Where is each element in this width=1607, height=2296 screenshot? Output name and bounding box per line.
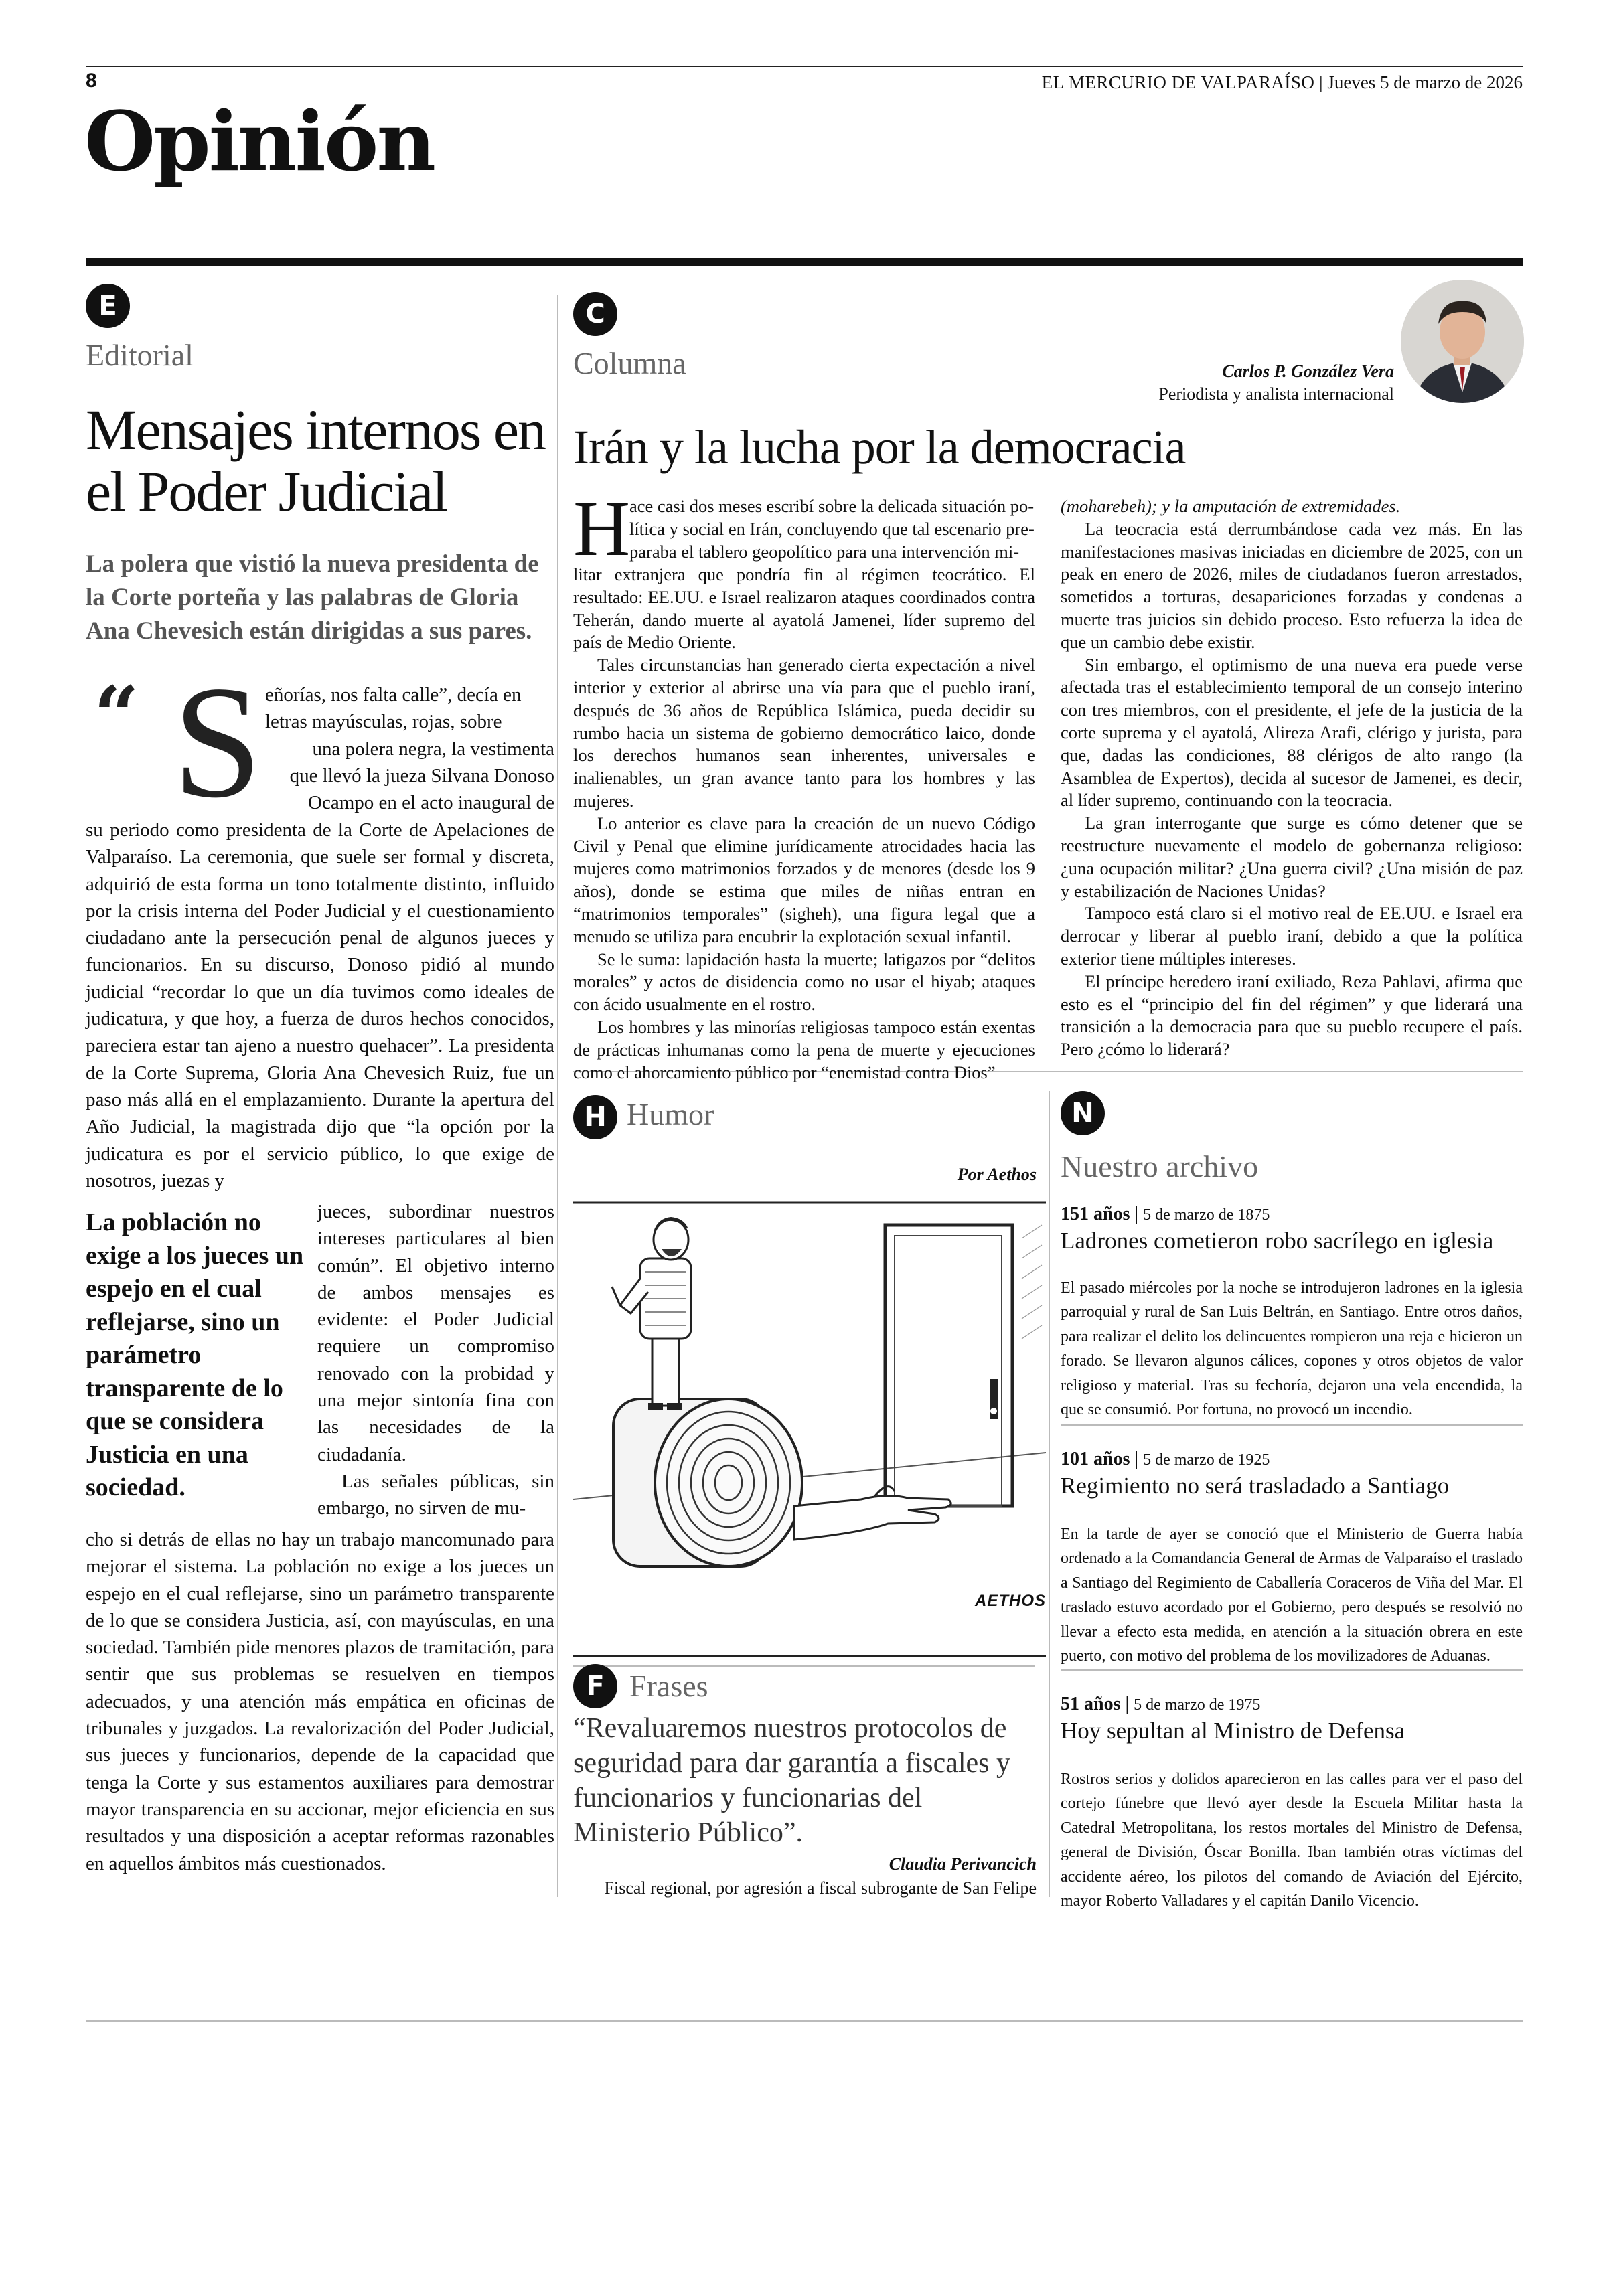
column-paragraph: Tampoco está claro si el motivo real de EE.UU. e Israel era derrocar y liberar al pueblo iraní, debido a que la política exterior tiene múltiples intereses. — [1061, 903, 1523, 969]
archive-item-years — [1061, 1204, 1270, 1225]
archive-item-years — [1061, 1449, 1270, 1470]
archive-item-text: El pasado miércoles por la noche se introdujeron ladrones en la iglesia parroquial y rural de San Luis Beltrán, en Santiago. Entre otros daños, para realizar el delito los delincuentes rompieron una reja e hicieron un forado. Se llevaron algunos cálices, copones y otros objetos de valor religioso y material. Tras su fechoría, dejaron una vela encendida, la que se consumió. Por fortuna, no provocó un incendio. — [1061, 1279, 1523, 1419]
editorial-dropcap: S — [173, 653, 262, 831]
masthead-separator: | — [1319, 72, 1328, 92]
column-lead-line: lítica y social en Irán, concluyendo que tal escenario pre- — [629, 518, 1035, 539]
archive-separator: | — [1134, 1204, 1144, 1224]
author-photo — [1401, 280, 1524, 403]
editorial-lead-line: eñorías, nos falta calle”, decía en — [265, 684, 522, 706]
editorial-side-text — [317, 1198, 554, 1522]
opening-quote-mark: “ — [94, 669, 139, 762]
editorial-body-2: cho si detrás de ellas no hay un trabajo mancomunado para mejorar el sistema. La población no exige a los jueces un espejo en el cual reflejarse, sino un parámetro transparente de lo que se considera Justicia, así, con mayúsculas, en una sociedad. También pide menores plazos de tramitación, para sentir que sus problemas se resuelven en tiempos adecuados, y una atención más empática en oficinas de tribunales y juzgados. La revalorización del Poder Judicial, sus jueces y funcionarios, depende de la capacidad que tenga la Corte y sus estamentos auxiliares para demostrar mayor transparencia en su accionar, mejor eficiencia en sus resultados y una disposición a aceptar reformas razonables en aquellos ámbitos más cuestionados. — [86, 1529, 554, 1874]
column-lead — [629, 495, 1035, 563]
column-text-1 — [573, 564, 1035, 1084]
column-kicker: Columna — [573, 346, 686, 380]
archive-separator: | — [1125, 1694, 1134, 1714]
column-paragraph: Se le suma: lapidación hasta la muerte; latigazos por “delitos morales” y actos de disidencia como no usar el hiyab; ataques con ácido usualmente en el rostro. — [573, 949, 1035, 1015]
editorial-body-1: su periodo como presidenta de la Corte de Apelaciones de Valparaíso. La ceremonia, que suele ser formal y discreta, adquirió de esta forma un tono totalmente distinto, influido por la crisis interna del Poder Judicial y el cuestionamiento ciudadano ante la persecución penal de algunos jueces y funcionarios. En su discurso, Donoso pidió al mundo judicial “recordar lo que un día tuvimos como ideales de judicatura, y que hoy, a fuerza de duros hechos conocidos, pareciera estar tan ajeno a nuestro quehacer”. La presidenta de la Corte Suprema, Gloria Ana Chevesich Ruiz, fue un paso más allá en el emplazamiento. Durante la apertura del Año Judicial, la magistrada dijo que “la opción por la judicatura es por el servicio público, lo que exige de nosotros, juezas y — [86, 819, 554, 1192]
archive-kicker: Nuestro archivo — [1061, 1149, 1259, 1183]
editorial-lead-line: Ocampo en el acto inaugural de — [308, 792, 554, 814]
column-paragraph: Los hombres y las minorías religiosas tampoco están exentas de prácticas inhumanas como la pena de muerte y ejecuciones como el ahorcamiento público por “enemistad contra Dios” — [573, 1016, 1035, 1082]
archive-item-years — [1061, 1694, 1260, 1715]
editorial-badge: E — [86, 284, 130, 328]
column-paragraph: Tales circunstancias han generado cierta expectación a nivel interior y exterior al abrirse una vía para que el pueblo iraní, después de 36 años de República Islámica, pueda decidir su rumbo hacia un sistema de gobierno democrático laico, donde los derechos humanos sean inherentes, universales e inalienables, un gran avance tanto para los hombres y las mujeres. — [573, 655, 1035, 811]
column-paragraph: La gran interrogante que surge es cómo detener que se reestructure nuevamente el modelo de gobernanza religioso: ¿una ocupación militar? ¿Una guerra civil? ¿Una misión de paz y estabilización de Naciones Unidas? — [1061, 813, 1523, 901]
column-paragraph: litar extranjera que pondría fin al régimen teocrático. El resultado: EE.UU. e Israel realizaron ataques coordinados contra Teherán, dando muerte al ayatolá Jamenei, líder supremo del país de Medio Oriente. — [573, 564, 1035, 653]
archive-years-label: 101 años — [1061, 1449, 1130, 1469]
divider-humor-frases — [573, 1665, 1035, 1667]
author-portrait-icon — [1401, 280, 1524, 403]
archive-item-title: Regimiento no será trasladado a Santiago — [1061, 1473, 1450, 1499]
humor-credit: Por Aethos — [957, 1165, 1037, 1184]
section-title: Opinión — [84, 93, 435, 189]
archive-item-title: Ladrones cometieron robo sacrílego en iglesia — [1061, 1228, 1494, 1254]
publication-date: Jueves 5 de marzo de 2026 — [1327, 72, 1523, 92]
column-dropcap: H — [573, 485, 631, 572]
archive-item-title: Hoy sepultan al Ministro de Defensa — [1061, 1718, 1405, 1744]
publication-name: EL MERCURIO DE VALPARAÍSO — [1041, 72, 1315, 92]
column-badge: C — [573, 292, 617, 336]
page-number: 8 — [86, 70, 97, 92]
archive-item-text: Rostros serios y dolidos aparecieron en las calles para ver el paso del cortejo fúnebre que llevó ayer desde la Escuela Militar hasta la Catedral Metropolitana, los restos mortales del Ministro de Defensa, general de División, Óscar Bonilla. Iban también otras víctimas del accidente aéreo, los pilotos del comando de Aviación del Ejército, mayor Roberto Valladares y el capitán Danilo Vicencio. — [1061, 1771, 1523, 1910]
divider-humor-archive — [1049, 1091, 1050, 1897]
archive-item-text: En la tarde de ayer se conoció que el Ministerio de Guerra había ordenado a la Comandancia General de Armas de Valparaíso el traslado a Santiago del Regimiento de Caballería Coraceros de Viña del Mar. El traslado estuvo acordado por el Gobierno, pero después se resolvió no llevar a efecto esta medida, en atención a la situación obrera en este puerto, con motivo del problema de los movilizadores de Aduanas. — [1061, 1526, 1523, 1665]
archive-date: 5 de marzo de 1925 — [1143, 1451, 1270, 1469]
editorial-deck: La polera que vistió la nueva presidenta de la Corte porteña y las palabras de Gloria Ana Chevesich están dirigidas a sus pares. — [86, 550, 539, 645]
humor-kicker: Humor — [627, 1097, 714, 1131]
editorial-kicker: Editorial — [86, 338, 194, 372]
cartoon-illustration-icon — [573, 1198, 1046, 1660]
divider-archive-2 — [1061, 1669, 1523, 1671]
archive-years-label: 51 años — [1061, 1694, 1121, 1714]
editorial-lead-line: que llevó la jueza Silvana Donoso — [289, 764, 554, 787]
column-paragraph: (moharebeh); y la amputación de extremidades. — [1061, 496, 1401, 516]
humor-badge: H — [573, 1095, 617, 1139]
editorial-lead-line: una polera negra, la vestimenta — [312, 738, 554, 760]
editorial-lead-line: letras mayúsculas, rojas, sobre — [265, 711, 502, 733]
editorial-lead — [265, 681, 554, 816]
cartoon-signature: AETHOS — [975, 1592, 1047, 1610]
column-paragraph: La teocracia está derrumbándose cada vez más. En las manifestaciones masivas iniciadas en diciembre de 2025, con un peak en enero de 2026, miles de ciudadanos fueron arrestados, sometidos a torturas, desapariciones forzadas y condenas a muerte tras juicios sin debido proceso. Esto refuerza la idea de que un cambio debe existir. — [1061, 518, 1523, 652]
column-text-2 — [1061, 495, 1523, 1061]
frases-kicker: Frases — [629, 1669, 708, 1703]
column-paragraph: Lo anterior es clave para la creación de un nuevo Código Civil y Penal que elimine jurídicamente atrocidades hacia las mujeres como matrimonios forzados y de menores (desde los 9 años), donde se estima que miles de niñas entran en “matrimonios temporales” (sigheh), una figura legal que a menudo se utiliza para encubrir la explotación sexual infantil. — [573, 813, 1035, 947]
frases-quote: “Revaluaremos nuestros protocolos de seguridad para dar garantía a fiscales y funcionarios y funcionarias del Ministerio Público”. — [573, 1713, 1011, 1848]
divider-archive-1 — [1061, 1424, 1523, 1426]
column-lead-line: ace casi dos meses escribí sobre la delicada situación po- — [629, 496, 1035, 516]
editorial-side-paragraph: jueces, subordinar nuestros intereses particulares al bien común”. El objetivo interno de ambos mensajes es evidente: el Poder Judicial requiere un compromiso renovado con la probidad y una mejor sintonía fina con las necesidades de la ciudadanía. — [317, 1201, 554, 1465]
column-headline: Irán y la lucha por la democracia — [573, 420, 1186, 474]
column-author-role: Periodista y analista internacional — [1158, 384, 1394, 404]
editorial-side-paragraph: Las señales públicas, sin embargo, no sirven de mu- — [317, 1470, 554, 1520]
divider-editorial-column — [557, 295, 558, 1897]
archive-date: 5 de marzo de 1875 — [1143, 1206, 1270, 1224]
column-author-name: Carlos P. González Vera — [1222, 361, 1394, 381]
editorial-headline: Mensajes internos en el Poder Judicial — [86, 398, 546, 523]
top-rule — [86, 66, 1523, 67]
editorial-pull-quote: La población no exige a los jueces un espejo en el cual reflejarse, sino un parámetro transparente de lo que se considera Justicia en una sociedad. — [86, 1208, 304, 1501]
archive-separator: | — [1134, 1449, 1144, 1469]
column-paragraph: Sin embargo, el optimismo de una nueva era puede verse afectada tras el establecimiento temporal de un consejo interino con tres miembros, con el presidente, el jefe de la justicia de la corte suprema y el ayatolá, Alireza Arafi, clérigo y jurista, para que, dadas las condiciones, 88 clérigos de alto rango (la Asamblea de Expertos), decida al sucesor de Jamenei, es decir, al líder supremo, continuando con la teocracia. — [1061, 654, 1523, 811]
frases-author-role: Fiscal regional, por agresión a fiscal subrogante de San Felipe — [604, 1878, 1037, 1898]
column-lead-line: paraba el tablero geopolítico para una intervención mi- — [629, 541, 1020, 562]
humor-cartoon — [573, 1198, 1046, 1660]
column-paragraph: El príncipe heredero iraní exiliado, Reza Pahlavi, afirma que esto es el “principio del fin del régimen” y que liderará una transición a la democracia para que su pueblo recupere el país. Pero ¿cómo lo liderará? — [1061, 971, 1523, 1060]
archive-badge: N — [1061, 1091, 1105, 1135]
section-rule — [86, 258, 1523, 266]
archive-years-label: 151 años — [1061, 1204, 1130, 1224]
masthead — [1042, 72, 1523, 93]
archive-date: 5 de marzo de 1975 — [1134, 1696, 1261, 1714]
frases-author: Claudia Perivancich — [889, 1854, 1037, 1874]
bottom-rule — [86, 2020, 1523, 2022]
frases-badge: F — [573, 1664, 617, 1708]
